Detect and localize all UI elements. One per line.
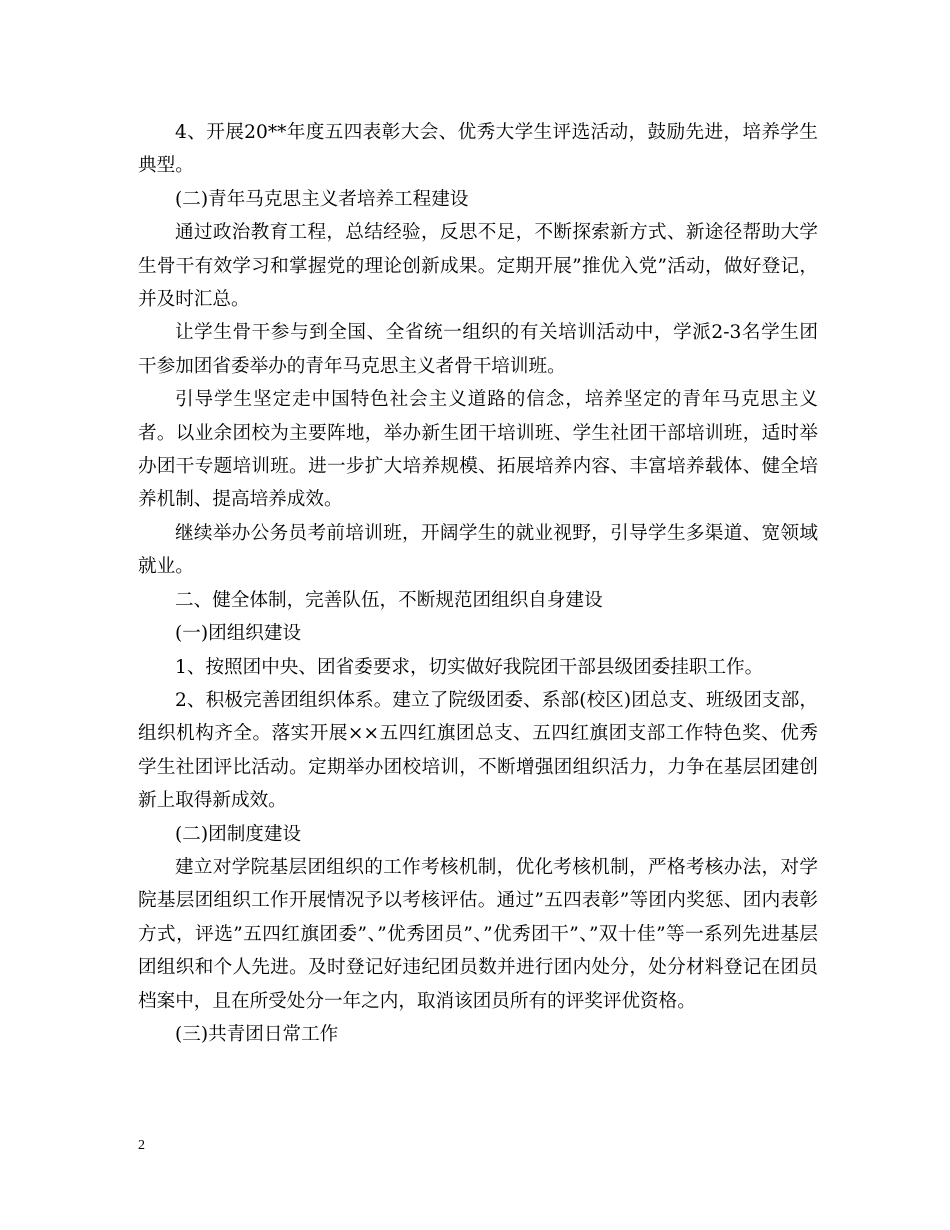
page-number: 2 [138, 1138, 145, 1153]
paragraph: 建立对学院基层团组织的工作考核机制，优化考核机制，严格考核办法，对学院基层团组织工作开展情况予以考核评估。通过”五四表彰”等团内奖惩、团内表彰方式，评选”五四红旗团委”、”优秀团员”、”优秀团干”、”双十佳”等一系列先进基层团组织和个人先进。及时登记好违纪团员数并进行团内处分，处分材料登记在团员档案中，且在所受处分一年之内，取消该团员所有的评奖评优资格。 [138, 856, 818, 1012]
section-heading: 二、健全体制，完善队伍，不断规范团组织自身建设 [175, 589, 603, 611]
document-body [138, 116, 818, 1051]
paragraph: 继续举办公务员考前培训班，开阔学生的就业视野，引导学生多渠道、宽领域就业。 [138, 522, 818, 578]
paragraph: 引导学生坚定走中国特色社会主义道路的信念，培养坚定的青年马克思主义者。以业余团校为主要阵地，举办新生团干培训班、学生社团干部培训班，适时举办团干专题培训班。进一步扩大培养规模、拓展培养内容、丰富培养载体、健全培养机制、提高培养成效。 [138, 389, 818, 511]
paragraph: 2、积极完善团组织体系。建立了院级团委、系部(校区)团总支、班级团支部，组织机构齐全。落实开展××五四红旗团总支、五四红旗团支部工作特色奖、优秀学生社团评比活动。定期举办团校培训，不断增强团组织活力，力争在基层团建创新上取得新成效。 [138, 689, 818, 812]
section-heading: (三)共青团日常工作 [175, 1023, 339, 1045]
section-heading: (一)团组织建设 [175, 623, 302, 645]
section-heading: (二)青年马克思主义者培养工程建设 [175, 188, 469, 210]
paragraph: 4、开展20**年度五四表彰大会、优秀大学生评选活动，鼓励先进，培养学生典型。 [138, 122, 818, 177]
paragraph: 1、按照团中央、团省委要求，切实做好我院团干部县级团委挂职工作。 [175, 656, 764, 678]
paragraph: 让学生骨干参与到全国、全省统一组织的有关培训活动中，学派2-3名学生团干参加团省委举办的青年马克思主义者骨干培训班。 [138, 322, 818, 377]
paragraph: 通过政治教育工程，总结经验，反思不足，不断探索新方式、新途径帮助大学生骨干有效学习和掌握党的理论创新成果。定期开展”推优入党”活动，做好登记，并及时汇总。 [138, 222, 818, 311]
section-heading: (二)团制度建设 [175, 823, 302, 845]
